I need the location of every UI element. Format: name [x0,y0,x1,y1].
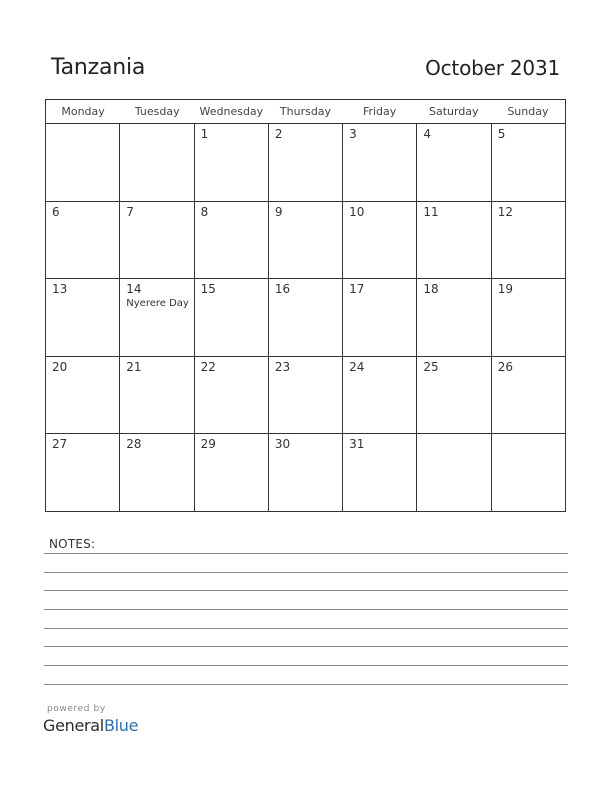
day-number: 10 [349,204,365,219]
weekday-header: Friday [362,105,397,118]
calendar-day-cell [492,124,565,201]
calendar-day-cell [417,202,491,279]
powered-by-text: powered by [47,704,106,714]
calendar-day-cell [343,434,417,512]
calendar-day-cell [195,202,269,279]
day-number: 11 [423,204,439,219]
day-number: 2 [274,127,283,141]
notes-line [44,646,568,647]
day-number: 3 [349,127,357,141]
day-number: 30 [274,437,291,452]
calendar-day-cell [120,202,194,279]
weekday-header-row [46,100,565,124]
day-number: 24 [349,359,365,374]
day-number: 23 [274,359,291,374]
calendar-day-cell [492,202,565,279]
day-number: 14 [126,282,142,297]
day-number: 8 [200,204,209,219]
weekday-header: Thursday [279,105,332,118]
notes-line [44,590,568,591]
calendar-day-cell [269,202,343,279]
calendar-day-cell [343,279,417,356]
notes-line [44,684,568,685]
day-number: 18 [423,282,439,297]
calendar-country: Tanzania [51,55,146,80]
calendar-week-row [46,202,565,280]
day-number: 15 [200,282,216,297]
notes-line [44,553,568,554]
calendar-day-cell [120,357,194,434]
notes-line [44,665,568,666]
day-number: 31 [349,437,365,452]
day-number: 12 [497,204,513,219]
calendar-day-cell [46,279,120,356]
calendar-day-cell [343,124,417,201]
calendar-day-cell [46,202,120,279]
calendar-week-row [46,357,565,435]
day-number: 6 [52,204,60,219]
calendar-week-row [46,124,565,202]
calendar-day-cell [120,434,194,512]
notes-line [44,572,568,573]
day-number: 22 [200,359,216,374]
calendar-day-cell [343,202,417,279]
calendar-month-year: October 2031 [425,56,560,80]
calendar-day-cell [120,124,194,201]
calendar-day-cell [492,279,565,356]
day-number: 25 [423,359,439,374]
calendar-day-cell [417,434,491,512]
logo-blue-text: Blue [103,716,139,735]
calendar-day-cell [343,357,417,434]
day-number: 20 [52,359,68,374]
day-number: 13 [52,282,68,297]
calendar-day-cell [195,279,269,356]
day-number: 7 [126,204,134,219]
notes-label: NOTES: [49,537,96,551]
weekday-header: Saturday [428,105,479,118]
day-number: 26 [497,359,513,374]
logo-general-text: General [43,716,104,735]
day-number: 1 [200,127,209,141]
day-number: 5 [497,127,506,141]
day-number: 17 [349,282,365,297]
weekday-header: Monday [61,105,105,118]
calendar-day-cell [46,357,120,434]
calendar-day-cell [417,124,491,201]
generalblue-logo [43,716,138,735]
day-number: 9 [274,204,283,219]
weekday-header: Wednesday [199,105,264,118]
calendar-day-cell [195,124,269,201]
day-number: 16 [274,282,291,297]
holiday-label: Nyerere Day [126,298,189,310]
calendar-day-cell [269,279,343,356]
calendar-day-cell [492,434,565,512]
calendar-day-cell [120,279,194,356]
day-number: 28 [126,437,142,452]
weekday-header: Tuesday [134,105,180,118]
calendar-day-cell [195,357,269,434]
day-number: 27 [52,437,68,452]
day-number: 29 [200,437,216,452]
notes-line [44,628,568,629]
calendar-day-cell [269,124,343,201]
day-number: 21 [126,359,142,374]
calendar-day-cell [195,434,269,512]
day-number: 19 [497,282,513,297]
weekday-header: Sunday [507,105,549,118]
day-number: 4 [423,127,432,141]
calendar-week-row [46,279,565,357]
calendar-day-cell [492,357,565,434]
calendar-day-cell [46,434,120,512]
calendar-grid [45,99,566,512]
calendar-day-cell [269,357,343,434]
calendar-day-cell [417,279,491,356]
calendar-day-cell [269,434,343,512]
notes-line [44,609,568,610]
calendar-day-cell [46,124,120,201]
calendar-week-row [46,434,565,512]
calendar-day-cell [417,357,491,434]
